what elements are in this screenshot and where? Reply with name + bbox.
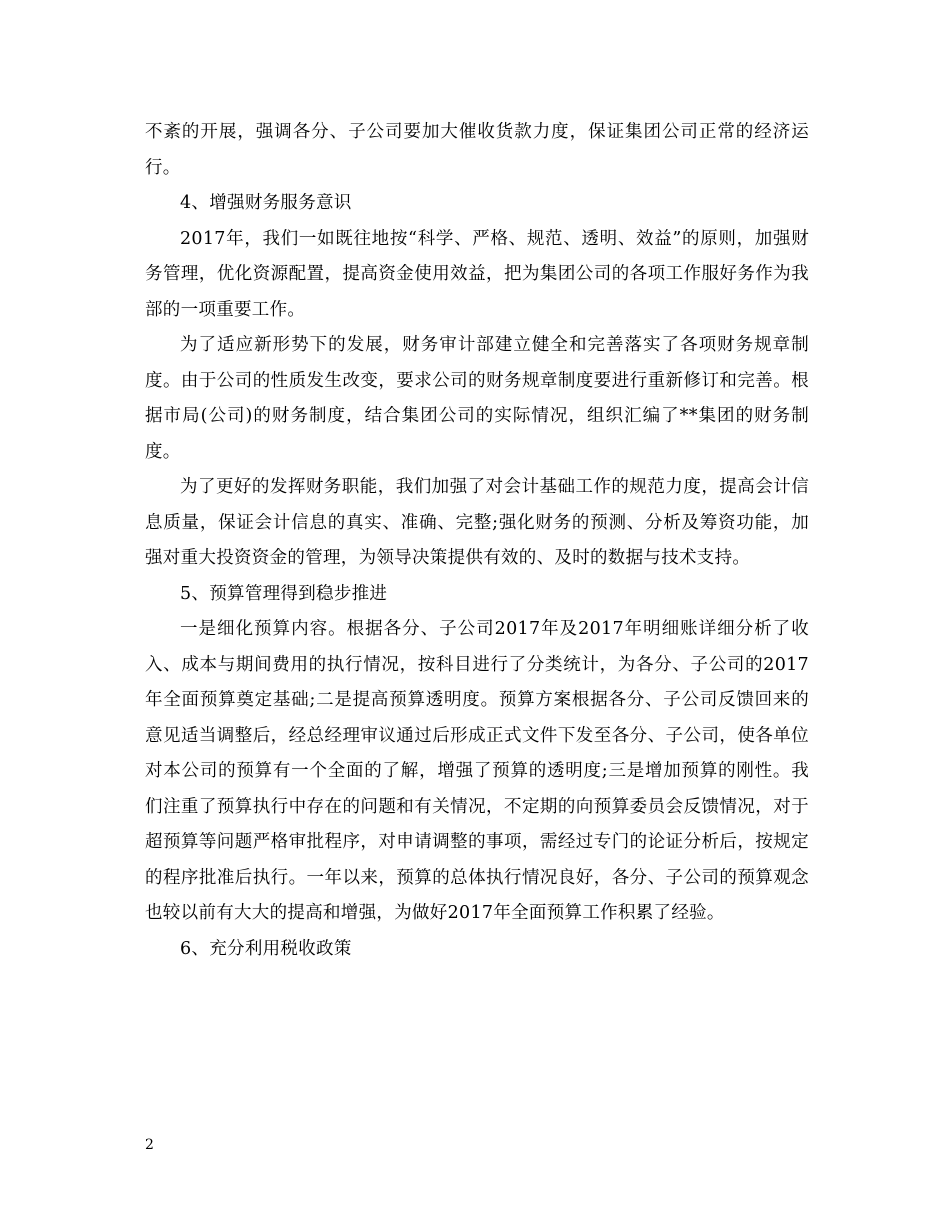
section-heading-4: 4、增强财务服务意识	[180, 193, 352, 213]
section-heading-6: 6、充分利用税收政策	[180, 938, 352, 959]
paragraph: 为了更好的发挥财务职能，我们加强了对会计基础工作的规范力度，提高会计信息质量，保证会计信息的真实、准确、完整;强化财务的预测、分析及筹资功能，加强对重大投资资金的管理，为领导决策提供有效的、及时的数据与技术支持。	[145, 477, 809, 568]
paragraph-continuation: 不紊的开展，强调各分、子公司要加大催收货款力度，保证集团公司正常的经济运行。	[145, 122, 809, 178]
document-body	[145, 115, 809, 967]
page-number: 2	[145, 1137, 154, 1153]
paragraph: 一是细化预算内容。根据各分、子公司2017年及2017年明细账详细分析了收入、成本与期间费用的执行情况，按科目进行了分类统计，为各分、子公司的2017年全面预算奠定基础;二是提高预算透明度。预算方案根据各分、子公司反馈回来的意见适当调整后，经总经理审议通过后形成正式文件下发至各分、子公司，使各单位对本公司的预算有一个全面的了解，增强了预算的透明度;三是增加预算的刚性。我们注重了预算执行中存在的问题和有关情况，不定期的向预算委员会反馈情况，对于超预算等问题严格审批程序，对申请调整的事项，需经过专门的论证分析后，按规定的程序批准后执行。一年以来，预算的总体执行情况良好，各分、子公司的预算观念也较以前有大大的提高和增强，为做好2017年全面预算工作积累了经验。	[145, 619, 809, 923]
paragraph: 2017年，我们一如既往地按“科学、严格、规范、透明、效益”的原则，加强财务管理，优化资源配置，提高资金使用效益，把为集团公司的各项工作服好务作为我部的一项重要工作。	[145, 228, 809, 320]
section-heading-5: 5、预算管理得到稳步推进	[180, 583, 388, 604]
paragraph: 为了适应新形势下的发展，财务审计部建立健全和完善落实了各项财务规章制度。由于公司的性质发生改变，要求公司的财务规章制度要进行重新修订和完善。根据市局(公司)的财务制度，结合集团公司的实际情况，组织汇编了**集团的财务制度。	[145, 335, 809, 462]
